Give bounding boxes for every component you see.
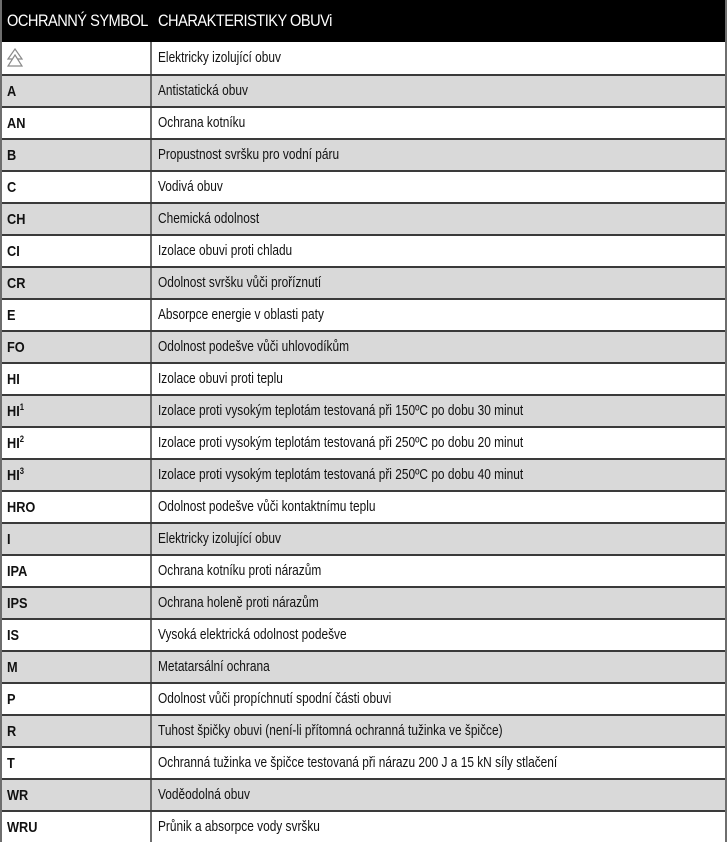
characteristic-text: Voděodolná obuv	[158, 787, 250, 803]
symbol-text: HI	[7, 435, 20, 452]
characteristic-text: Ochranná tužinka ve špičce testovaná při nárazu 200 J a 15 kN síly stlačení	[158, 755, 558, 771]
characteristic-cell	[152, 684, 725, 714]
symbol-text: T	[7, 754, 15, 772]
characteristic-cell	[152, 332, 725, 362]
characteristic-cell	[152, 108, 725, 138]
symbol-code	[7, 691, 16, 708]
characteristic-cell	[152, 460, 725, 490]
table-row	[2, 266, 725, 298]
characteristic-text: Absorpce energie v oblasti paty	[158, 307, 324, 323]
characteristic-text: Ochrana kotníku	[158, 115, 246, 131]
symbol-text: B	[7, 146, 17, 164]
symbol-cell	[2, 492, 152, 522]
characteristic-text: Elektricky izolující obuv	[158, 531, 281, 547]
symbol-code	[7, 819, 37, 836]
characteristic-text: Ochrana holeně proti nárazům	[158, 595, 319, 611]
table-row	[2, 42, 725, 74]
symbol-cell	[2, 42, 152, 74]
characteristic-cell	[152, 492, 725, 522]
symbol-superscript: 3	[19, 466, 25, 476]
symbol-cell	[2, 300, 152, 330]
symbol-text: CH	[7, 210, 26, 228]
table-row	[2, 650, 725, 682]
characteristic-cell	[152, 76, 725, 106]
symbol-text: WR	[7, 786, 29, 804]
symbol-code	[7, 211, 25, 228]
table-row	[2, 138, 725, 170]
table-row	[2, 714, 725, 746]
symbol-code	[7, 147, 16, 164]
symbol-text: P	[7, 690, 16, 708]
symbol-code	[7, 402, 24, 420]
symbol-cell	[2, 204, 152, 234]
symbol-text: CI	[7, 242, 20, 260]
symbol-text: R	[7, 722, 17, 740]
symbol-code	[7, 563, 27, 580]
table-row	[2, 490, 725, 522]
characteristic-text: Antistatická obuv	[158, 83, 248, 99]
characteristic-text: Ochrana kotníku proti nárazům	[158, 563, 322, 579]
characteristic-cell	[152, 524, 725, 554]
symbol-cell	[2, 108, 152, 138]
symbol-cell	[2, 524, 152, 554]
characteristic-text: Chemická odolnost	[158, 211, 260, 227]
symbol-cell	[2, 588, 152, 618]
table-row	[2, 458, 725, 490]
characteristic-cell	[152, 236, 725, 266]
characteristic-text: Izolace proti vysokým teplotám testovaná při 250ºC po dobu 20 minut	[158, 435, 524, 451]
symbol-code	[7, 787, 28, 804]
symbol-code	[7, 499, 35, 516]
characteristic-text: Izolace proti vysokým teplotám testovaná při 150ºC po dobu 30 minut	[158, 403, 524, 419]
header-characteristics-label: CHARAKTERISTIKY OBUVi	[158, 11, 332, 30]
table-header	[2, 0, 725, 42]
symbol-cell	[2, 76, 152, 106]
table-row	[2, 298, 725, 330]
table-row	[2, 74, 725, 106]
symbol-cell	[2, 140, 152, 170]
symbol-code	[7, 466, 24, 484]
characteristic-text: Odolnost podešve vůči kontaktnímu teplu	[158, 499, 376, 515]
symbol-text: AN	[7, 114, 26, 132]
characteristic-cell	[152, 42, 725, 74]
symbol-cell	[2, 748, 152, 778]
symbol-code	[7, 83, 16, 100]
characteristic-cell	[152, 620, 725, 650]
characteristic-text: Izolace obuvi proti teplu	[158, 371, 283, 387]
table-row	[2, 810, 725, 842]
table-row	[2, 522, 725, 554]
symbol-code	[7, 115, 25, 132]
symbol-superscript: 1	[19, 402, 25, 412]
symbol-text: C	[7, 178, 17, 196]
symbol-text: A	[7, 82, 17, 100]
symbol-cell	[2, 556, 152, 586]
symbol-cell	[2, 780, 152, 810]
characteristic-cell	[152, 588, 725, 618]
header-symbol-cell	[2, 0, 152, 42]
table-row	[2, 554, 725, 586]
symbol-code	[7, 275, 25, 292]
symbol-code	[7, 723, 16, 740]
table-row	[2, 618, 725, 650]
symbol-code	[7, 179, 16, 196]
characteristic-cell	[152, 748, 725, 778]
symbol-text: IPA	[7, 562, 28, 580]
double-triangle-icon	[7, 48, 23, 68]
characteristic-cell	[152, 364, 725, 394]
symbol-cell	[2, 684, 152, 714]
symbol-text: HRO	[7, 498, 36, 516]
characteristic-text: Odolnost podešve vůči uhlovodíkům	[158, 339, 350, 355]
symbol-cell	[2, 716, 152, 746]
characteristic-cell	[152, 812, 725, 842]
symbol-code	[7, 595, 28, 612]
symbol-cell	[2, 332, 152, 362]
characteristic-text: Propustnost svršku pro vodní páru	[158, 147, 340, 163]
characteristic-cell	[152, 140, 725, 170]
symbol-code	[7, 371, 20, 388]
table-row	[2, 234, 725, 266]
symbol-code	[7, 434, 24, 452]
symbol-code	[7, 531, 11, 548]
table-row	[2, 746, 725, 778]
symbol-text: HI	[7, 467, 20, 484]
table-row	[2, 682, 725, 714]
table-row	[2, 362, 725, 394]
characteristic-text: Průnik a absorpce vody svršku	[158, 819, 320, 835]
characteristic-cell	[152, 172, 725, 202]
characteristic-text: Vysoká elektrická odolnost podešve	[158, 627, 347, 643]
characteristic-text: Vodivá obuv	[158, 179, 223, 195]
table-row	[2, 778, 725, 810]
characteristic-cell	[152, 652, 725, 682]
symbol-cell	[2, 364, 152, 394]
symbol-text: WRU	[7, 818, 38, 836]
symbol-code	[7, 307, 16, 324]
symbol-superscript: 2	[19, 434, 25, 444]
symbol-text: HI	[7, 370, 20, 388]
symbol-text: FO	[7, 338, 25, 356]
table-row	[2, 586, 725, 618]
characteristic-text: Tuhost špičky obuvi (není-li přítomná ochranná tužinka ve špičce)	[158, 723, 503, 739]
characteristic-text: Odolnost vůči propíchnutí spodní části obuvi	[158, 691, 392, 707]
symbol-cell	[2, 620, 152, 650]
characteristic-cell	[152, 780, 725, 810]
characteristic-cell	[152, 396, 725, 426]
symbol-cell	[2, 428, 152, 458]
symbol-cell	[2, 460, 152, 490]
symbol-code	[7, 243, 20, 260]
characteristic-cell	[152, 716, 725, 746]
symbol-text: HI	[7, 403, 20, 420]
header-characteristics-cell	[152, 0, 725, 42]
characteristic-text: Odolnost svršku vůči proříznutí	[158, 275, 322, 291]
table-row	[2, 170, 725, 202]
header-symbol-label: OCHRANNÝ SYMBOL	[7, 11, 148, 30]
table-row	[2, 202, 725, 234]
characteristic-cell	[152, 428, 725, 458]
symbol-text: M	[7, 658, 18, 676]
symbol-code	[7, 755, 15, 772]
symbol-cell	[2, 652, 152, 682]
table-row	[2, 394, 725, 426]
symbol-text: IS	[7, 626, 20, 644]
characteristic-cell	[152, 556, 725, 586]
table-body	[2, 42, 725, 842]
symbol-cell	[2, 268, 152, 298]
symbol-cell	[2, 172, 152, 202]
symbol-cell	[2, 396, 152, 426]
characteristic-text: Izolace obuvi proti chladu	[158, 243, 293, 259]
symbol-text: I	[7, 530, 11, 548]
symbol-cell	[2, 812, 152, 842]
characteristic-text: Elektricky izolující obuv	[158, 50, 281, 66]
characteristic-cell	[152, 268, 725, 298]
symbol-text: E	[7, 306, 16, 324]
table-row	[2, 426, 725, 458]
table-row	[2, 330, 725, 362]
symbol-text: CR	[7, 274, 26, 292]
characteristic-cell	[152, 300, 725, 330]
symbol-code	[7, 339, 25, 356]
symbol-code	[7, 659, 18, 676]
symbol-text: IPS	[7, 594, 28, 612]
characteristic-text: Metatarsální ochrana	[158, 659, 270, 675]
characteristic-cell	[152, 204, 725, 234]
table-row	[2, 106, 725, 138]
characteristic-text: Izolace proti vysokým teplotám testovaná při 250ºC po dobu 40 minut	[158, 467, 524, 483]
symbol-cell	[2, 236, 152, 266]
symbol-code	[7, 627, 19, 644]
